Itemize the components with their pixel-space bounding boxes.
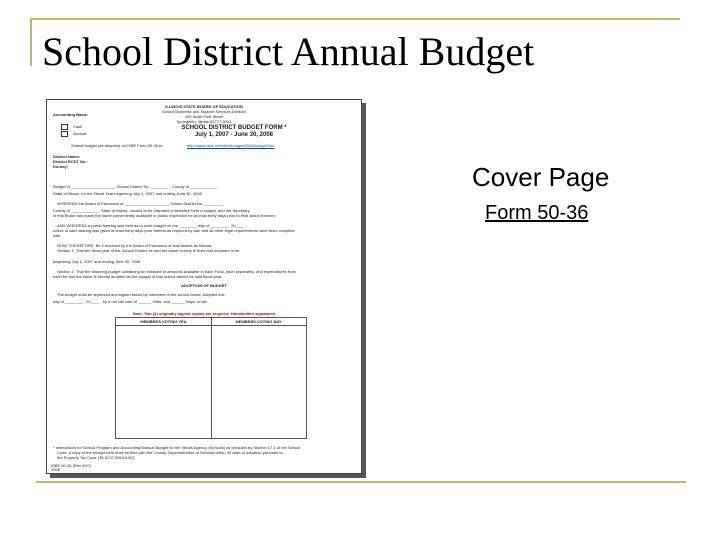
footer-rule (36, 481, 686, 483)
body-line-7: notice of said hearing was given at least thirty days prior thereto as required by law, and all other legal requirements have been complied (53, 228, 295, 233)
adoption-line-1: The budget shall be approved and signed below by members of the school board. Adopted this (57, 292, 225, 297)
submit-link: http://www.isbe.net/sfms/budget/2008/budget.htm (187, 143, 275, 148)
form-title: SCHOOL DISTRICT BUDGET FORM * (181, 125, 287, 131)
budget-form-image (46, 99, 362, 474)
signature-table (115, 317, 307, 439)
agency-line-4: Springfield, Illinois 62777-0001 (176, 119, 232, 124)
district-name-label: District Name: (53, 154, 81, 159)
table-header-yea: MEMBERS VOTING YEA (140, 319, 187, 324)
title-rule-top (30, 18, 680, 20)
table-divider (211, 318, 212, 438)
county-label: County: (53, 164, 69, 169)
body-line-10: Section 1. That the fiscal year of the School District be and the same hereby is fixed and declared to be (57, 248, 240, 253)
form-period: July 1, 2007 - June 30, 2008 (194, 132, 274, 138)
cash-label: Cash (73, 124, 83, 129)
body-line-2: State of Illinois, for the Fiscal Year beginning July 1, 2007 and ending June 30, 2008 (53, 191, 202, 196)
footnote-line-2: Code. A copy of the budget form shall be filed with the County Superintendent of Schools within 30 days of adoption pursuant to (57, 450, 283, 455)
cover-page-label: Cover Page (472, 162, 610, 192)
body-line-8: with; (53, 233, 62, 238)
agency-line-3: 100 North First Street (184, 114, 224, 119)
body-line-4: County of ____________ , State of Illinois, caused to be prepared in tentative form a budget, and the Secretary (53, 208, 250, 213)
form-footer-year: 2008 (51, 467, 60, 472)
body-line-6: AND WHEREAS a public hearing was held as to such budget on the ________ day of ________ , 20____ , (57, 223, 247, 228)
accrual-checkbox (61, 131, 68, 137)
accounting-basis-label: Accounting Basis: (53, 112, 89, 117)
body-line-5: of this Board has made the same conveniently available to public inspection for at least thirty days prior to final action thereon; (53, 213, 276, 218)
title-rule-left (30, 18, 32, 66)
adoption-heading: ADOPTION OF BUDGET (181, 283, 227, 288)
agency-line-1: ILLINOIS STATE BOARD OF EDUCATION (165, 104, 243, 109)
footnote-line-3: the Property Tax Code (35 ILCS 200/18-50). (57, 455, 136, 460)
submit-line: Submit budget (as adopted) on ISBE Form 50-36 to: (71, 143, 164, 148)
accrual-label: Accrual (73, 131, 87, 136)
form-footer-code: ISBE 50-36 (Rev 4/07) (51, 463, 92, 468)
form-number-label: Form 50-36 (485, 202, 589, 224)
body-line-11: beginning July 1, 2007 and ending June 30, 2008 (53, 259, 141, 264)
body-line-3: WHEREAS the Board of Education of ____________________ School District No. ________ , (57, 201, 225, 206)
district-number-label: District RCDT No.: (53, 159, 88, 164)
adoption-line-2: day of ________ , 20____ , by a roll call vote of ______ Yeas, and ______ Nays, to wit: (53, 299, 208, 304)
agency-line-2: School Business and Support Services Division (161, 109, 247, 114)
body-line-1: Budget of ____________________ School District No. ________ , County of ____________ , (53, 184, 220, 189)
body-line-9: NOW, THEREFORE, Be it resolved by the Board of Education of said district as follows: (57, 243, 213, 248)
signature-note: Note: Two (2) originally signed copies are required. Handwritten signatures (132, 311, 276, 316)
body-line-12: Section 2. That the following budget containing an estimate of amounts available in each Fund, each separately, and expenditures from (57, 269, 296, 274)
table-header-nay: MEMBERS VOTING NAY (235, 319, 282, 324)
cash-checkbox (61, 124, 68, 130)
slide-title: School District Annual Budget (42, 29, 535, 74)
footnote-line-1: * Instructions for School Program and Accounting Manual Budget for the Illinois Agency (Schools) as provided by Section 17-1 of the School (53, 445, 301, 450)
body-line-13: each be and the same is hereby adopted as the budget of this school district for said fiscal year. (53, 274, 223, 279)
